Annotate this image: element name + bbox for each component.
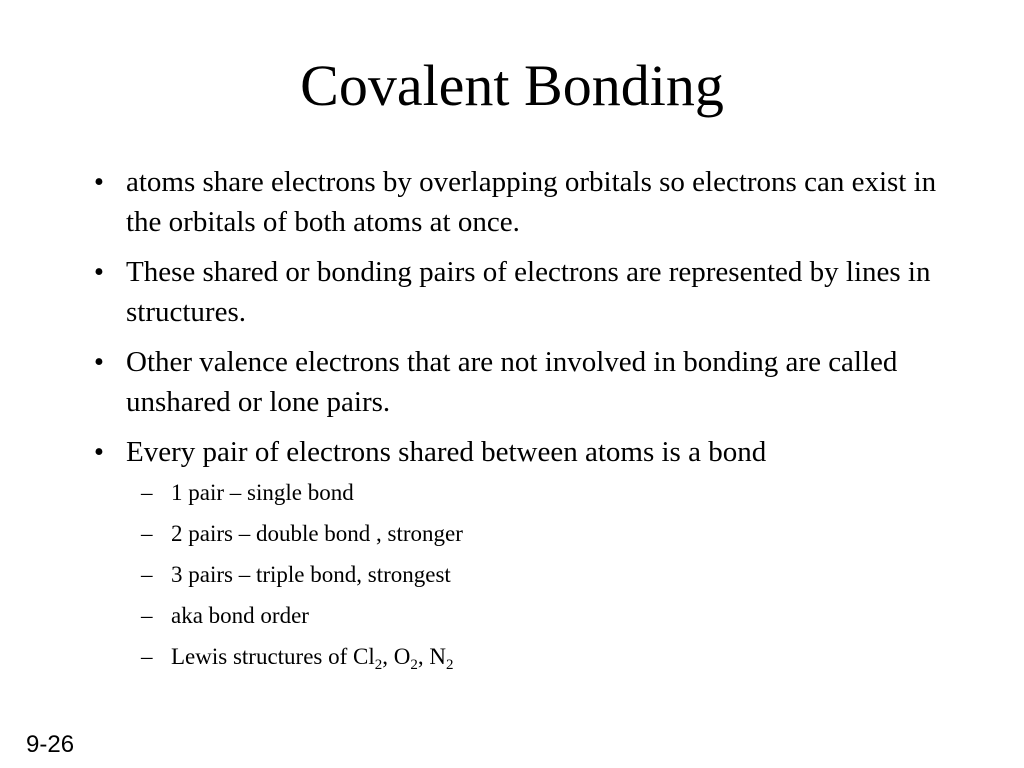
dash-mark: – — [141, 562, 153, 587]
nitrogen-subscript: 2 — [446, 657, 454, 673]
sub-bullet-item-lewis — [141, 642, 944, 672]
bullet-mark: • — [93, 436, 105, 468]
bullet-item — [84, 252, 944, 332]
bullet-item — [84, 342, 944, 422]
sub-bullet-text: 1 pair – single bond — [171, 480, 354, 505]
dash-mark: – — [141, 521, 153, 546]
lewis-prefix: Lewis structures of Cl — [171, 644, 375, 669]
bullet-text: Every pair of electrons shared between atoms is a bond — [126, 436, 767, 468]
bullet-mark: • — [93, 166, 105, 198]
bullet-list — [84, 162, 944, 683]
chlorine-subscript: 2 — [374, 657, 383, 673]
sub-bullet-item — [141, 478, 944, 508]
oxygen-subscript: 2 — [410, 657, 418, 673]
dash-mark: – — [141, 603, 153, 628]
bullet-item — [84, 432, 944, 672]
bullet-mark: • — [93, 256, 105, 288]
bullet-text: atoms share electrons by overlapping orbitals so electrons can exist in the orbitals of both atoms at once. — [126, 166, 937, 238]
sub-bullet-item — [141, 519, 944, 549]
dash-mark: – — [141, 644, 153, 669]
sub-bullet-item — [141, 601, 944, 631]
bullet-text: These shared or bonding pairs of electrons are represented by lines in structures. — [126, 256, 931, 328]
slide-number: 9-26 — [26, 731, 75, 758]
sub-bullet-item — [141, 560, 944, 590]
sub-bullet-text: 3 pairs – triple bond, strongest — [171, 562, 451, 587]
sub-bullet-list — [141, 478, 944, 672]
sub-bullet-text: 2 pairs – double bond , stronger — [171, 521, 463, 546]
bullet-mark: • — [93, 346, 105, 378]
bullet-item — [84, 162, 944, 242]
slide-title: Covalent Bonding — [300, 53, 724, 118]
bullet-text: Other valence electrons that are not involved in bonding are called unshared or lone pairs. — [126, 346, 898, 418]
lewis-sep-nitrogen: , N — [417, 644, 447, 669]
lewis-sep-oxygen: , O — [382, 644, 411, 669]
dash-mark: – — [141, 480, 153, 505]
sub-bullet-text: aka bond order — [171, 603, 309, 628]
